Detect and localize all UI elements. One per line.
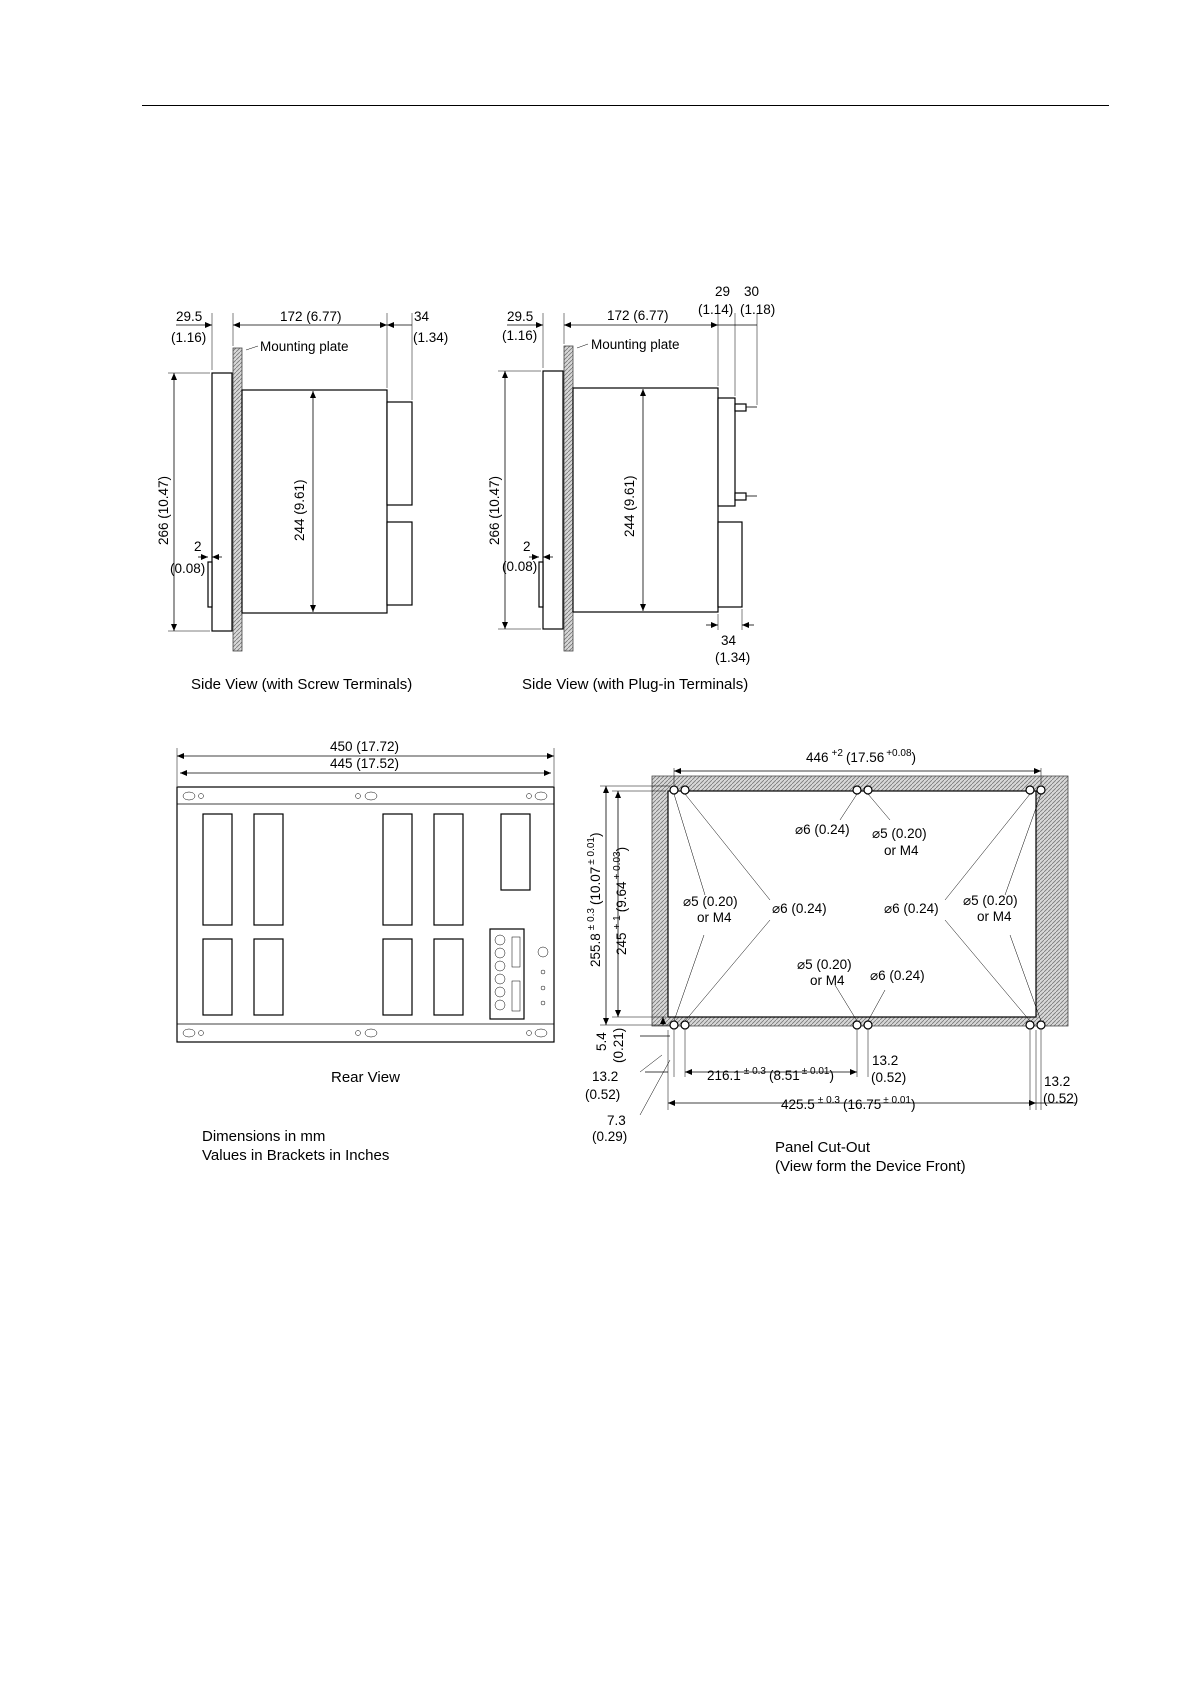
dim-outer: 450 (17.72) [330,739,400,754]
plug-connector-upper [718,398,735,506]
dim-front: 29.5 [507,309,534,324]
panel-cutout [585,748,1078,1175]
side-view-plug [487,284,775,693]
dim-gap-in: (0.08) [170,561,206,576]
dim-height: 266 (10.47) [487,475,502,545]
mounting-plate [233,348,242,651]
front-panel [212,373,232,631]
note-units-mm: Dimensions in mm [202,1128,326,1145]
mounting-plate-label: Mounting plate [260,339,349,354]
front-lip [208,562,212,607]
housing [242,390,387,613]
label-hole6-right: ⌀6 (0.24) [884,901,939,916]
dim-54-in: (0.21) [611,1027,626,1063]
dim-front-in: (1.16) [171,330,207,345]
dim-front: 29.5 [176,309,203,324]
label-hole5-right: ⌀5 (0.20) [963,893,1018,908]
front-lip [539,562,543,607]
plug-pin-lower [735,493,746,500]
label-orM4-right: or M4 [977,909,1012,924]
dim-132-left: 13.2 [592,1069,619,1084]
plug-connector-lower [718,522,742,607]
dim-73-in: (0.29) [592,1129,628,1144]
caption-cutout: Panel Cut-Out [775,1139,871,1156]
dim-vertical-outer: $255.8^{\pm 0.3}(10.07^{\pm 0.01})$ [586,832,603,967]
dim-gap-in: (0.08) [502,559,538,574]
plug-pin-upper [735,404,746,411]
housing [573,388,718,612]
label-hole6-bottom: ⌀6 (0.24) [870,968,925,983]
label-hole6-top: ⌀6 (0.24) [795,822,850,837]
dim-54: 5.4 [594,1032,609,1051]
dim-full: 425.5 $^{\pm 0.3}$ (16.75 $^{\pm 0.01}$) [781,1095,916,1112]
dim-term-in: (1.34) [413,330,449,345]
notes [202,1128,389,1164]
mounting-plate-label: Mounting plate [591,337,680,352]
dim-inner: 244 (9.61) [292,479,307,541]
dim-132-mid: 13.2 [872,1053,899,1068]
terminal-block-lower [387,522,412,605]
label-orM4-top: or M4 [884,843,919,858]
terminal-block-upper [387,402,412,505]
caption-screw: Side View (with Screw Terminals) [191,676,413,693]
dim-132-right: 13.2 [1044,1074,1071,1089]
label-orM4-bottom: or M4 [810,973,845,988]
dim-gap: 2 [194,539,202,554]
dim-132-right-in: (0.52) [1043,1091,1079,1106]
front-panel [543,371,563,629]
dim-bottom-in: (1.34) [715,650,751,665]
dim-inner: 244 (9.61) [622,475,637,537]
rear-view [177,739,554,1086]
caption-cutout-sub: (View form the Device Front) [775,1158,966,1175]
dim-height: 266 (10.47) [156,475,171,545]
dim-a-in: (1.14) [698,302,734,317]
dim-b-in: (1.18) [740,302,776,317]
dim-depth: 172 (6.77) [280,309,342,324]
mounting-plate [564,346,573,651]
dim-a: 29 [715,284,731,299]
dim-bottom: 34 [721,633,737,648]
dim-depth: 172 (6.77) [607,308,669,323]
dim-term: 34 [414,309,430,324]
dim-vertical-inner: $245^{+ 1}(9.64^{+ 0.03})$ [612,846,629,955]
caption-rear: Rear View [331,1069,400,1086]
label-hole5-top: ⌀5 (0.20) [872,826,927,841]
dim-gap: 2 [523,539,531,554]
note-units-inches: Values in Brackets in Inches [202,1147,390,1164]
dim-inner: 445 (17.52) [330,756,400,771]
dim-top: 446 $^{+2}$ (17.56 $^{+0.08}$) [806,748,917,765]
dim-half: 216.1 $^{\pm 0.3}$ (8.51 $^{\pm 0.01}$) [707,1066,834,1083]
dim-73: 7.3 [607,1113,626,1128]
dim-b: 30 [744,284,760,299]
dim-132-mid-in: (0.52) [871,1070,907,1085]
dim-132-left-in: (0.52) [585,1087,621,1102]
dim-front-in: (1.16) [502,328,538,343]
side-view-screw [156,309,448,693]
label-hole6-left: ⌀6 (0.24) [772,901,827,916]
label-orM4-left: or M4 [697,910,732,925]
caption-plug: Side View (with Plug-in Terminals) [522,676,749,693]
label-hole5-bottom: ⌀5 (0.20) [797,957,852,972]
label-hole5-left: ⌀5 (0.20) [683,894,738,909]
